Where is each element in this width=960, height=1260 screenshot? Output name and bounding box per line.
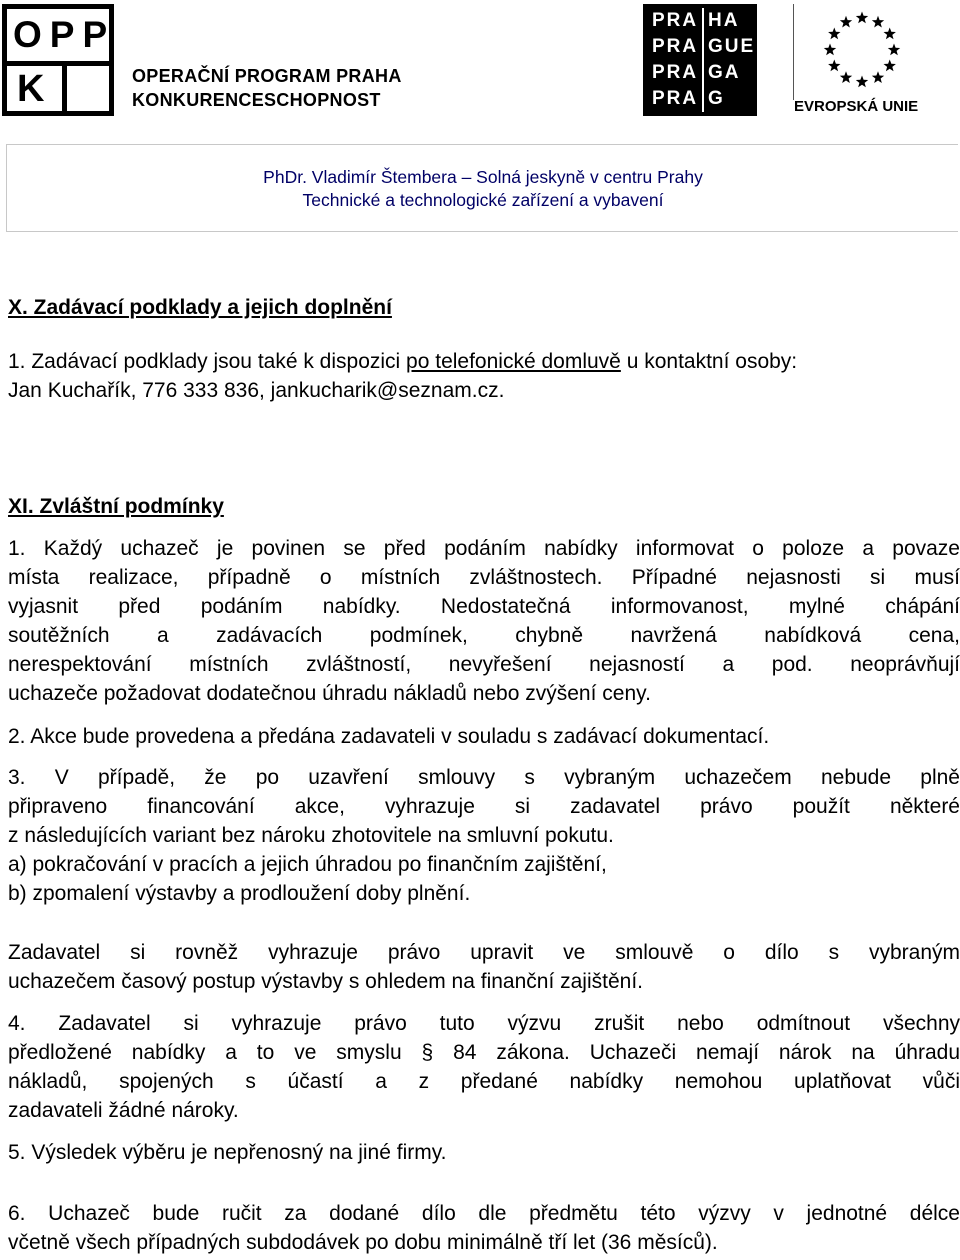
eu-stars-icon (788, 4, 960, 100)
praha-row-left: PRA (652, 10, 699, 31)
header-title: PhDr. Vladimír Štembera – Solná jeskyně v centru Prahy (263, 167, 703, 187)
item6-line: 6. Uchazeč bude ručit za dodané dílo dle předmětu této výzvy v jednotné délce (8, 1202, 960, 1225)
praha-row-right: GA (708, 62, 741, 83)
star-icon (888, 44, 900, 56)
paragraph-line: Zadavatel si rovněž vyhrazuje právo upravit ve smlouvě o dílo s vybraným (8, 941, 960, 964)
star-icon (856, 12, 868, 24)
item6-line: včetně všech případných subdodávek po dobu minimálně tří let (36 měsíců). (8, 1231, 718, 1254)
opp-logo-line2: KONKURENCESCHOPNOST (132, 90, 381, 110)
opp-logo-text (132, 64, 402, 112)
item2: 2. Akce bude provedena a předána zadavateli v souladu s zadávací dokumentací. (8, 725, 770, 748)
praha-row-right: HA (708, 10, 740, 31)
star-icon (828, 60, 840, 72)
item1-line: 1. Každý uchazeč je povinen se před podáním nabídky informovat o poloze a povaze (8, 537, 960, 560)
star-icon (840, 71, 852, 83)
star-icon (828, 28, 840, 40)
star-icon (856, 76, 868, 88)
section-xi-heading: XI. Zvláštní podmínky (8, 495, 224, 518)
section-x-heading: X. Zadávací podklady a jejich doplnění (8, 296, 392, 319)
item1-line: místa realizace, případně o místních zvláštnostech. Případné nejasnosti si musí (8, 566, 960, 589)
opp-logo (0, 2, 420, 122)
opp-mark-top: OPP (13, 14, 116, 55)
header-subtitle: Technické a technologické zařízení a vybavení (302, 190, 664, 210)
opp-mark-divider (7, 61, 109, 66)
text-span: u kontaktní osoby: (620, 350, 798, 373)
praha-row-right: GUE (708, 36, 756, 57)
star-icon (824, 44, 836, 56)
star-icon (840, 16, 852, 28)
paragraph-line: uchazečem časový postup výstavby s ohledem na finanční zajištění. (8, 970, 644, 993)
star-icon (884, 60, 896, 72)
item3-line: 3. V případě, že po uzavření smlouvy s vybraným uchazečem nebude plně (8, 766, 960, 789)
item1-line: nerespektování místních zvláštností, nevyřešení nejasností a pod. neoprávňují (8, 653, 960, 676)
item4-line: zadavateli žádné nároky. (8, 1099, 239, 1122)
item1-line: vyjasnit před podáním nabídky. Nedostatečná informovanost, mylné chápání (8, 595, 960, 618)
item3-line: z následujících variant bez nároku zhotovitele na smluvní pokutu. (8, 824, 614, 847)
star-icon (872, 16, 884, 28)
item5: 5. Výsledek výběru je nepřenosný na jiné firmy. (8, 1141, 447, 1164)
document-header (6, 144, 958, 232)
opp-logo-mark (2, 4, 114, 116)
eu-logo (788, 4, 960, 120)
praha-logo-row (643, 60, 757, 86)
praha-logo (643, 4, 757, 116)
praha-row-left: PRA (652, 36, 699, 57)
praha-row-left: PRA (652, 88, 699, 109)
section-x-paragraph-line: Jan Kuchařík, 776 333 836, jankucharik@seznam.cz. (8, 379, 505, 402)
item1-line: soutěžních a zadávacích podmínek, chybně navržená nabídková cena, (8, 624, 960, 647)
item4-line: nákladů, spojených s účastí a z předané nabídky nemohou uplatňovat vůči (8, 1070, 960, 1093)
praha-logo-row (643, 86, 757, 112)
praha-row-right: G (708, 88, 725, 109)
item4-line: předložené nabídky a to ve smyslu § 84 zákona. Uchazeči nemají nárok na úhradu (8, 1041, 960, 1064)
praha-logo-row (643, 34, 757, 60)
item3-line: a) pokračování v pracích a jejich úhradou po finančním zajištění, (8, 853, 607, 876)
praha-row-left: PRA (652, 62, 699, 83)
star-icon (884, 28, 896, 40)
opp-mark-vdivider (62, 61, 67, 113)
star-icon (872, 71, 884, 83)
item3-line: b) zpomalení výstavby a prodloužení doby plnění. (8, 882, 471, 905)
opp-logo-line1: OPERAČNÍ PROGRAM PRAHA (132, 66, 402, 86)
opp-mark-bottom: K (17, 68, 45, 110)
text-span: 1. Zadávací podklady jsou také k dispozici (8, 350, 407, 373)
underlined-text: po telefonické domluvě (406, 350, 621, 373)
section-x-paragraph-line (8, 347, 960, 376)
eu-label: EVROPSKÁ UNIE (794, 98, 919, 115)
item3-line: připraveno financování akce, vyhrazuje si zadavatel právo použít některé (8, 795, 960, 818)
item1-line: uchazeče požadovat dodatečnou úhradu nákladů nebo zvýšení ceny. (8, 682, 651, 705)
item4-line: 4. Zadavatel si vyhrazuje právo tuto výzvu zrušit nebo odmítnout všechny (8, 1012, 960, 1035)
praha-logo-row (643, 8, 757, 34)
